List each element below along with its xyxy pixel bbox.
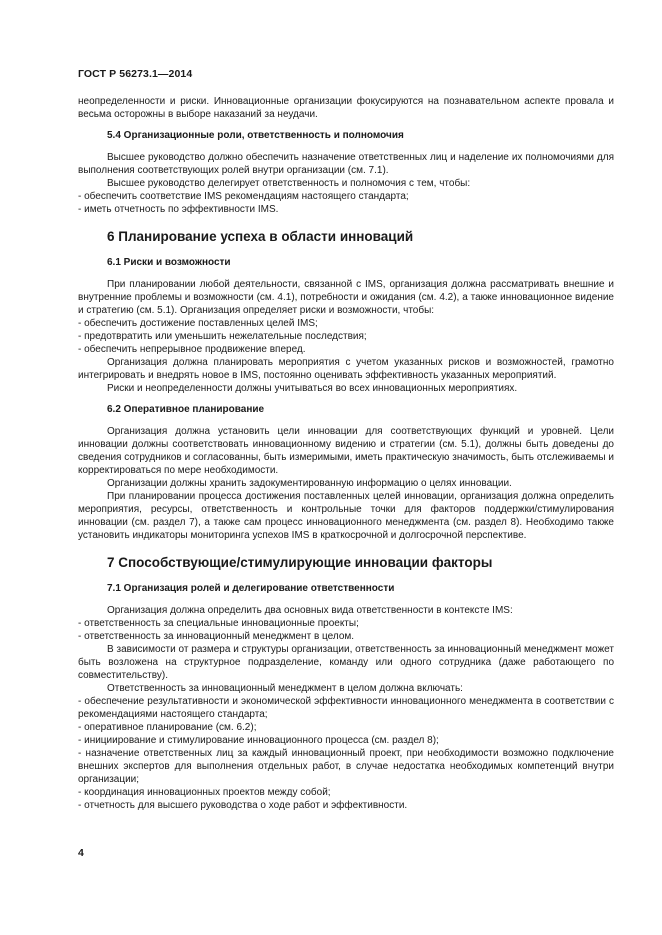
paragraph: Ответственность за инновационный менеджмент в целом должна включать: <box>107 683 463 694</box>
paragraph: При планировании любой деятельности, связанной с IMS, организация должна рассматривать внешние и внутренние проблемы и возможности (см. 4.1), потребности и ожидания (см. 4.2), а также инновационное видение и стратегию (см. 5.1). Организация определяет риски и возможности, чтобы: <box>78 279 614 316</box>
list-item: - обеспечить достижение поставленных целей IMS; <box>78 318 318 329</box>
paragraph: неопределенности и риски. Инновационные организации фокусируются на познавательном аспекте провала и весьма осторожны в выборе наказаний за неудачи. <box>78 96 614 120</box>
list-item: - предотвратить или уменьшить нежелательные последствия; <box>78 331 367 342</box>
paragraph: Риски и неопределенности должны учитываться во всех инновационных мероприятиях. <box>107 383 518 394</box>
section-heading: 6 Планирование успеха в области инноваций <box>107 229 414 244</box>
list-item: - ответственность за инновационный менеджмент в целом. <box>78 631 355 642</box>
list-item: - обеспечить непрерывное продвижение вперед. <box>78 344 306 355</box>
paragraph: Организация должна определить два основных вида ответственности в контексте IMS: <box>107 605 513 616</box>
document-body <box>78 95 614 812</box>
paragraph: При планировании процесса достижения поставленных целей инновации, организация должна определить мероприятия, ресурсы, ответственность и контрольные точки для факторов поддержки/стимулирования инновации (см. раздел 7), а также сам процесс инновационного менеджмента (см. раздел 8). Необходимо также установить индикаторы мониторинга успехов IMS в краткосрочной и долгосрочной перспективе. <box>78 491 614 541</box>
list-item: - ответственность за специальные инновационные проекты; <box>78 618 359 629</box>
paragraph: Организация должна планировать мероприятия с учетом указанных рисков и возможностей, грамотно интегрировать и внедрять новое в IMS, постоянно оценивать эффективность указанных мероприятий. <box>78 357 614 381</box>
subsection-heading: 7.1 Организация ролей и делегирование ответственности <box>107 583 395 594</box>
paragraph: Организации должны хранить задокументированную информацию о целях инновации. <box>107 478 512 489</box>
subsection-heading: 6.2 Оперативное планирование <box>107 404 265 415</box>
list-item: - оперативное планирование (см. 6.2); <box>78 722 257 733</box>
list-item: - обеспечить соответствие IMS рекомендациям настоящего стандарта; <box>78 191 409 202</box>
list-item: - инициирование и стимулирование инновационного процесса (см. раздел 8); <box>78 735 439 746</box>
page-number: 4 <box>78 847 84 859</box>
list-item: - обеспечение результативности и экономической эффективности инновационного менеджмента в соответствии с рекомендациями настоящего стандарта; <box>78 696 614 720</box>
document-code-header: ГОСТ Р 56273.1—2014 <box>78 68 193 80</box>
paragraph: Высшее руководство должно обеспечить назначение ответственных лиц и наделение их полномочиями для выполнения соответствующих ролей внутри организации (см. 7.1). <box>78 152 614 176</box>
paragraph: Организация должна установить цели инновации для соответствующих функций и уровней. Цели инновации должны соответствовать инновационному видению и стратегии (см. 5.1), должны быть доведены до сведения сотрудников и согласованны, быть измеримыми, иметь практическую значимость, быть отслеживаемы и корректироваться по мере необходимости. <box>78 426 614 476</box>
list-item: - назначение ответственных лиц за каждый инновационный проект, при необходимости возможно подключение внешних экспертов для выполнения отдельных работ, в случае недостатка необходимых компетенций внутри организации; <box>78 748 614 785</box>
list-item: - иметь отчетность по эффективности IMS. <box>78 204 279 215</box>
paragraph: Высшее руководство делегирует ответственность и полномочия с тем, чтобы: <box>107 178 471 189</box>
list-item: - отчетность для высшего руководства о ходе работ и эффективности. <box>78 800 408 811</box>
paragraph: В зависимости от размера и структуры организации, ответственность за инновационный менеджмент может быть возложена на структурное подразделение, команду или одного сотрудника (даже работающего по совместительству). <box>78 644 614 681</box>
section-heading: 7 Способствующие/стимулирующие инновации факторы <box>107 555 493 570</box>
subsection-heading: 5.4 Организационные роли, ответственность и полномочия <box>107 130 404 141</box>
list-item: - координация инновационных проектов между собой; <box>78 787 331 798</box>
subsection-heading: 6.1 Риски и возможности <box>107 257 231 268</box>
